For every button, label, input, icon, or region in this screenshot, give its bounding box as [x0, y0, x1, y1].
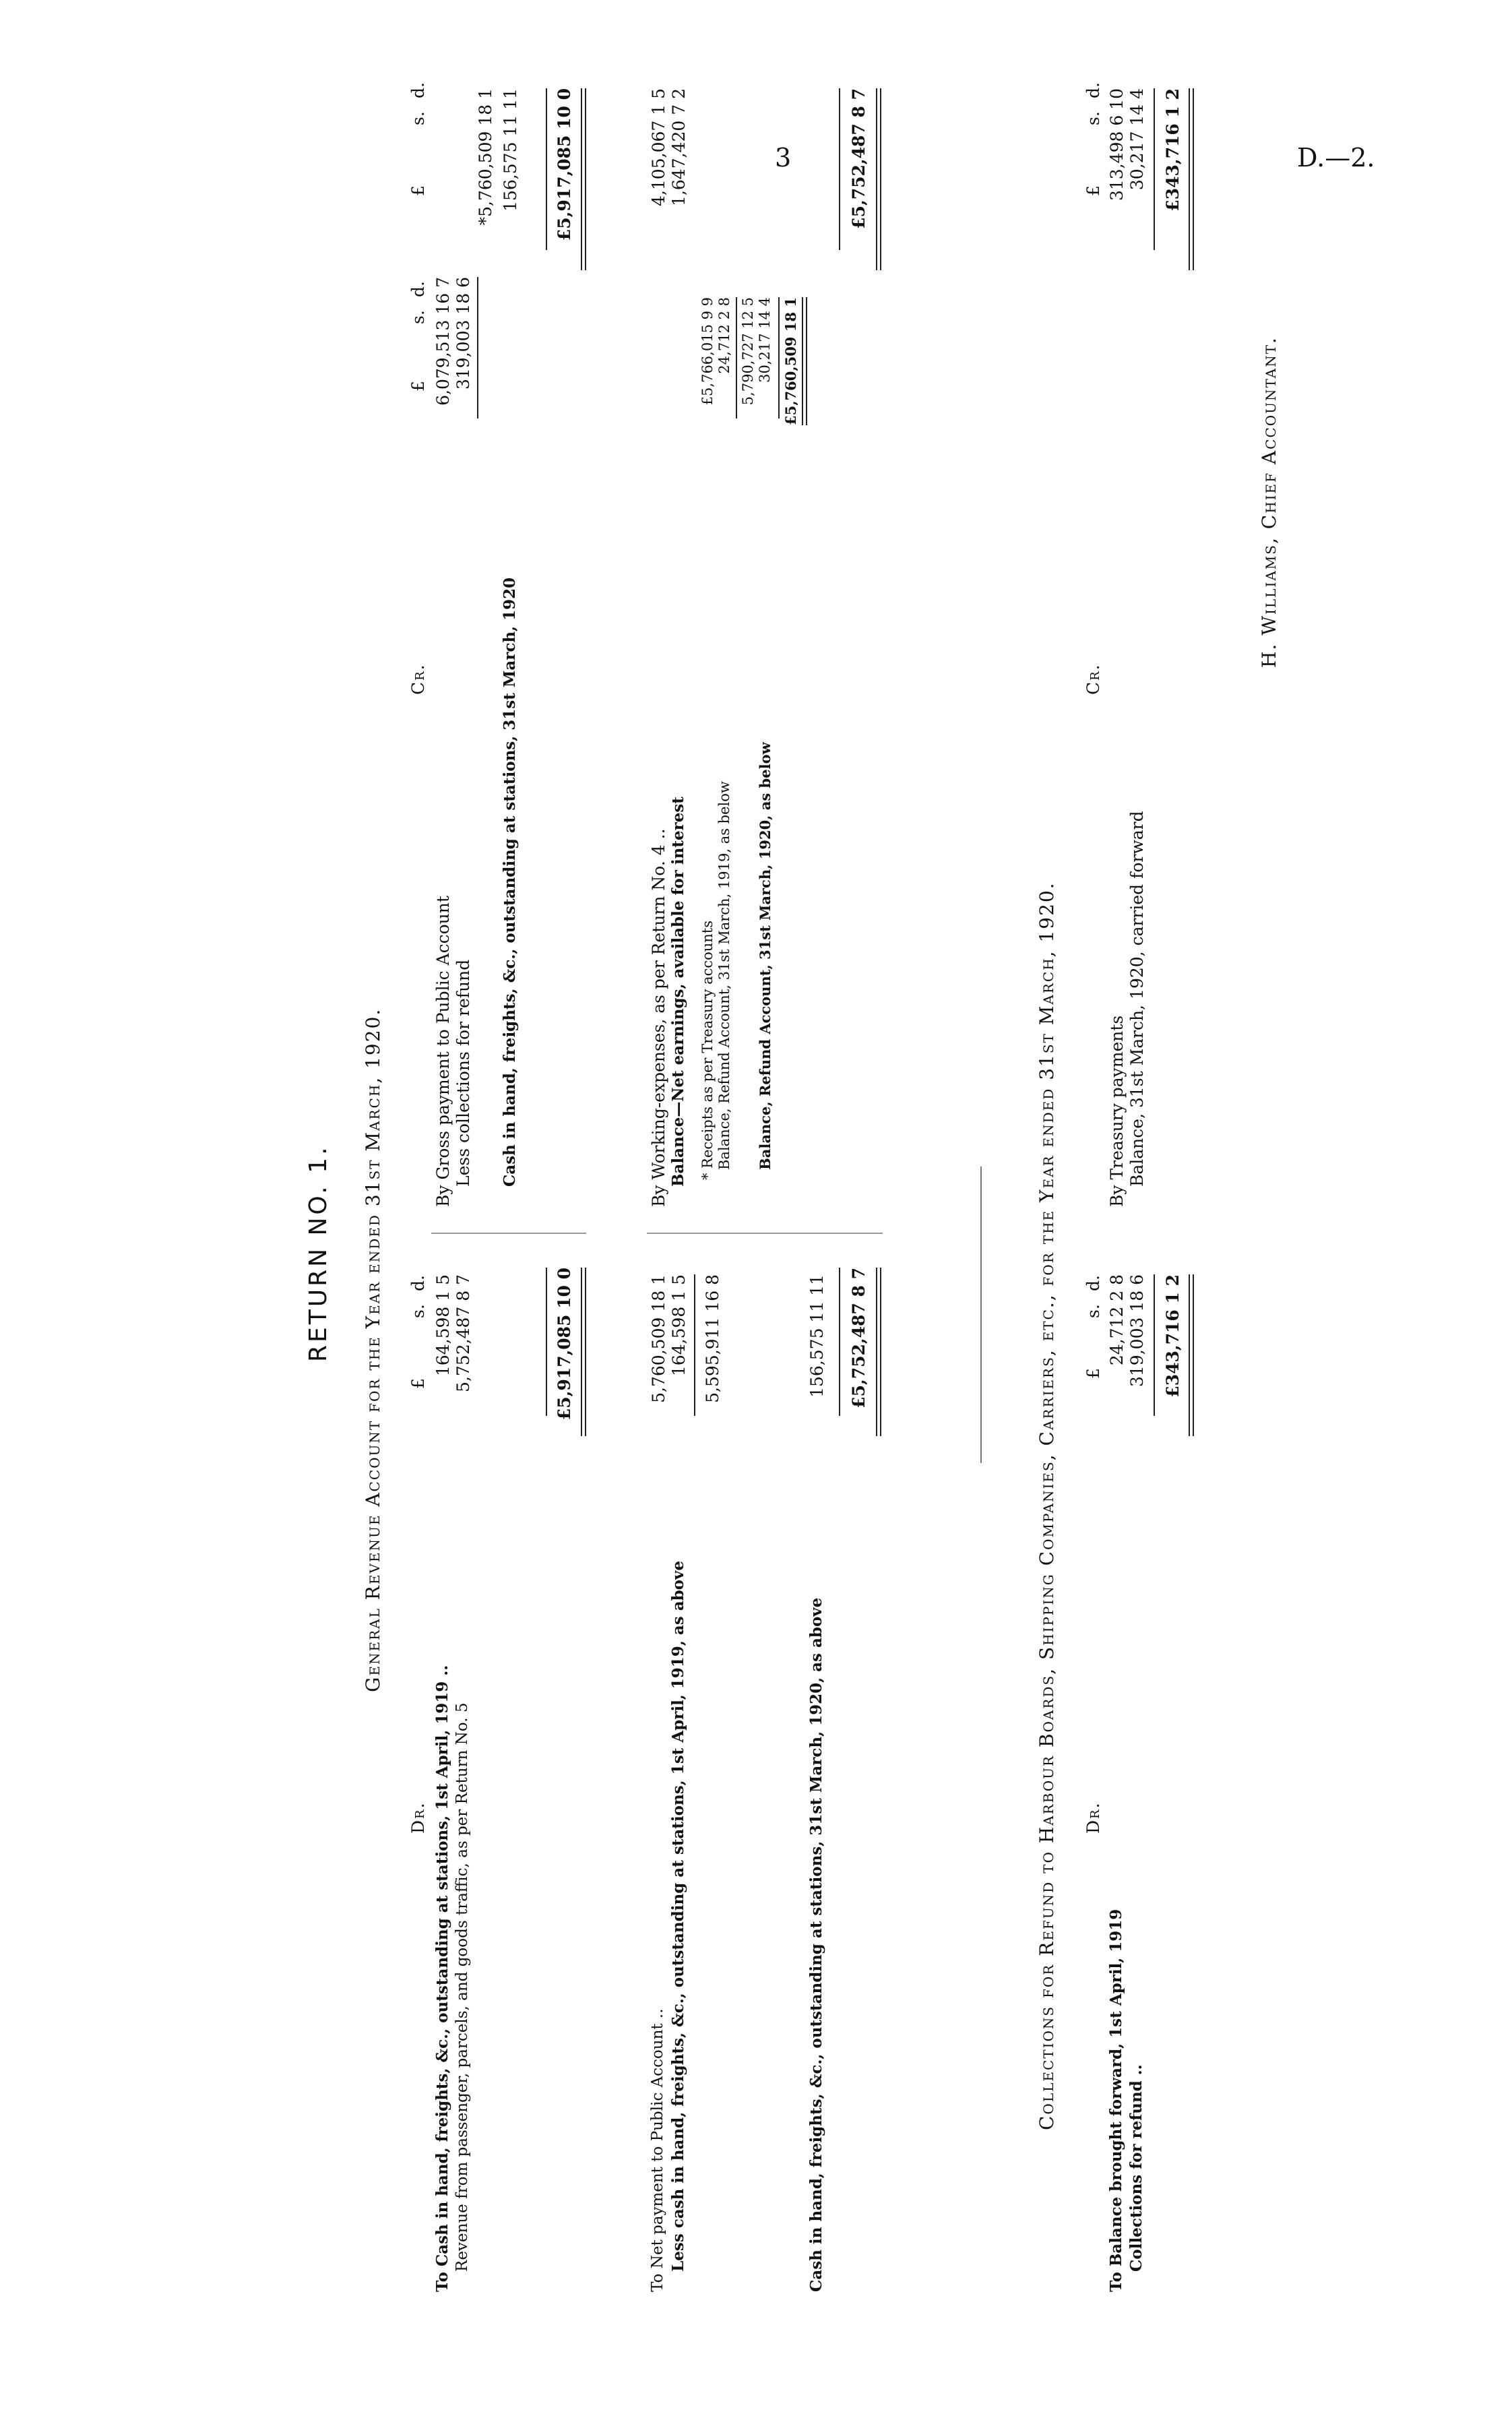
refund-cr-line-1: By Treasury payments — [1107, 1015, 1127, 1207]
cr-total-double-rule — [581, 88, 586, 270]
dr-pence-head: d. — [408, 1275, 428, 1291]
dr2-amount-2: 164,598 1 5 — [669, 1274, 689, 1377]
dr-amount-2: 5,752,487 8 7 — [453, 1274, 473, 1392]
refund-account-title: Collections for Refund to Harbour Boards, Shipping Companies, Carriers, etc., for the Year ended 31st March, 1920. — [1036, 881, 1058, 2130]
cr2-total-double-rule — [876, 88, 881, 270]
page-number: 3 — [775, 143, 792, 173]
refund-dr-total-double-rule — [1189, 1274, 1194, 1436]
refund-dr-pence-head: d. — [1083, 1275, 1103, 1291]
refund-cr-line-2: Balance, 31st March, 1920, carried forward — [1127, 811, 1147, 1187]
cr-pence-head: d. — [408, 82, 428, 98]
dr2-total: £5,752,487 8 7 — [849, 1268, 869, 1408]
dr-total-double-rule — [581, 1268, 586, 1436]
refund-cr-total-rule — [1154, 88, 1155, 250]
note-total-double-rule — [802, 297, 807, 425]
dr2-sub-rule — [694, 1274, 695, 1416]
cr-total: £5,917,085 10 0 — [555, 88, 574, 241]
cr-amount-2: 319,003 18 6 — [453, 277, 473, 390]
general-account-title: General Revenue Account for the Year ended 31st March, 1920. — [362, 1007, 384, 1692]
cr-shilling-head: s. — [408, 111, 428, 125]
cr-mid-pound-head: £ — [408, 381, 428, 392]
cr-net: *5,760,509 18 1 — [476, 88, 495, 226]
cr2-total-rule — [839, 88, 840, 250]
refund-cr-label: Cr. — [1083, 663, 1103, 695]
dr2-amount-1: 5,760,509 18 1 — [649, 1274, 668, 1403]
refund-cr-amount-2: 30,217 14 4 — [1127, 88, 1147, 191]
cr2-line-1: By Working-expenses, as per Return No. 4 .. — [649, 828, 668, 1207]
cr-sub-rule — [477, 277, 478, 418]
dr2-line-1: To Net payment to Public Account .. — [649, 2008, 666, 2292]
column-separator-bottom — [647, 1233, 883, 1234]
cr-pound-head: £ — [408, 185, 428, 196]
refund-dr-amount-2: 319,003 18 6 — [1127, 1274, 1147, 1387]
dr-total-rule — [546, 1268, 547, 1416]
note-less-amount: 30,217 14 4 — [757, 297, 773, 383]
note-line-1: * Receipts as per Treasury accounts — [699, 920, 716, 1180]
refund-dr-label: Dr. — [1083, 1801, 1103, 1834]
note-amount-2: 24,712 2 8 — [716, 297, 732, 374]
refund-dr-shilling-head: s. — [1083, 1304, 1103, 1318]
dr-label: Dr. — [408, 1801, 428, 1834]
cr-line-1: By Gross payment to Public Account — [433, 896, 453, 1207]
cr2-line-2: Balance—Net earnings, available for interest — [669, 797, 687, 1187]
section-divider — [980, 1167, 982, 1463]
cr-total-rule — [546, 88, 547, 250]
refund-dr-total: £343,716 1 2 — [1163, 1274, 1183, 1398]
dr-pound-head: £ — [408, 1378, 428, 1389]
dr2-total-double-rule — [876, 1268, 881, 1436]
cr-cash-amount: 156,575 11 11 — [501, 88, 520, 212]
note-line-2: Balance, Refund Account, 31st March, 1919, as below — [716, 781, 732, 1170]
refund-cr-total: £343,716 1 2 — [1163, 88, 1183, 212]
note-amount-1: £5,766,015 9 9 — [699, 297, 716, 406]
cr-mid-pence-head: d. — [408, 281, 428, 297]
dr2-cash-amount: 156,575 11 11 — [807, 1274, 827, 1398]
refund-dr-pound-head: £ — [1083, 1368, 1103, 1379]
refund-cr-amount-1: 313,498 6 10 — [1107, 88, 1127, 201]
refund-dr-line-2: Collections for refund .. — [1127, 2064, 1145, 2272]
refund-cr-total-double-rule — [1189, 88, 1194, 270]
dr-line-1: To Cash in hand, freights, &c., outstanding at stations, 1st April, 1919 .. — [433, 1665, 451, 2292]
refund-cr-pound-head: £ — [1083, 185, 1103, 196]
signature: H. Williams, Chief Accountant. — [1258, 336, 1280, 668]
dr2-line-2: Less cash in hand, freights, &c., outstanding at stations, 1st April, 1919, as above — [669, 1560, 687, 2272]
note-subtotal: 5,790,727 12 5 — [740, 297, 756, 406]
note-less-line: Balance, Refund Account, 31st March, 1920, as below — [757, 742, 774, 1170]
cr-amount-1: 6,079,513 16 7 — [433, 277, 453, 406]
refund-cr-pence-head: d. — [1083, 82, 1103, 98]
note-total-rule — [778, 297, 780, 418]
dr-total: £5,917,085 10 0 — [555, 1268, 574, 1421]
dr-line-2: Revenue from passenger, parcels, and goods traffic, as per Return No. 5 — [453, 1702, 471, 2272]
cr-label: Cr. — [408, 663, 428, 695]
cr-cash-line: Cash in hand, freights, &c., outstanding at stations, 31st March, 1920 — [501, 577, 519, 1187]
cr-line-2: Less collections for refund — [453, 959, 473, 1187]
dr2-total-rule — [839, 1268, 840, 1416]
note-sub-rule — [736, 297, 737, 418]
refund-dr-line-1: To Balance brought forward, 1st April, 1919 — [1107, 1909, 1125, 2292]
cr2-amount-2: 1,647,420 7 2 — [669, 88, 689, 206]
refund-dr-amount-1: 24,712 2 8 — [1107, 1274, 1127, 1366]
dr-amount-1: 164,598 1 5 — [433, 1274, 453, 1377]
cr2-amount-1: 4,105,067 1 5 — [649, 88, 668, 206]
return-title: RETURN NO. 1. — [305, 1144, 332, 1362]
dr2-cash-line: Cash in hand, freights, &c., outstanding at stations, 31st March, 1920, as above — [807, 1597, 825, 2292]
dr-shilling-head: s. — [408, 1304, 428, 1318]
cr-mid-shilling-head: s. — [408, 310, 428, 324]
cr2-total: £5,752,487 8 7 — [849, 88, 869, 229]
note-total: £5,760,509 18 1 — [782, 297, 799, 425]
refund-dr-total-rule — [1154, 1274, 1155, 1416]
column-separator-top — [431, 1233, 586, 1234]
dr2-sub: 5,595,911 16 8 — [703, 1274, 722, 1403]
refund-cr-shilling-head: s. — [1083, 111, 1103, 125]
document-code: D.—2. — [1297, 143, 1375, 173]
